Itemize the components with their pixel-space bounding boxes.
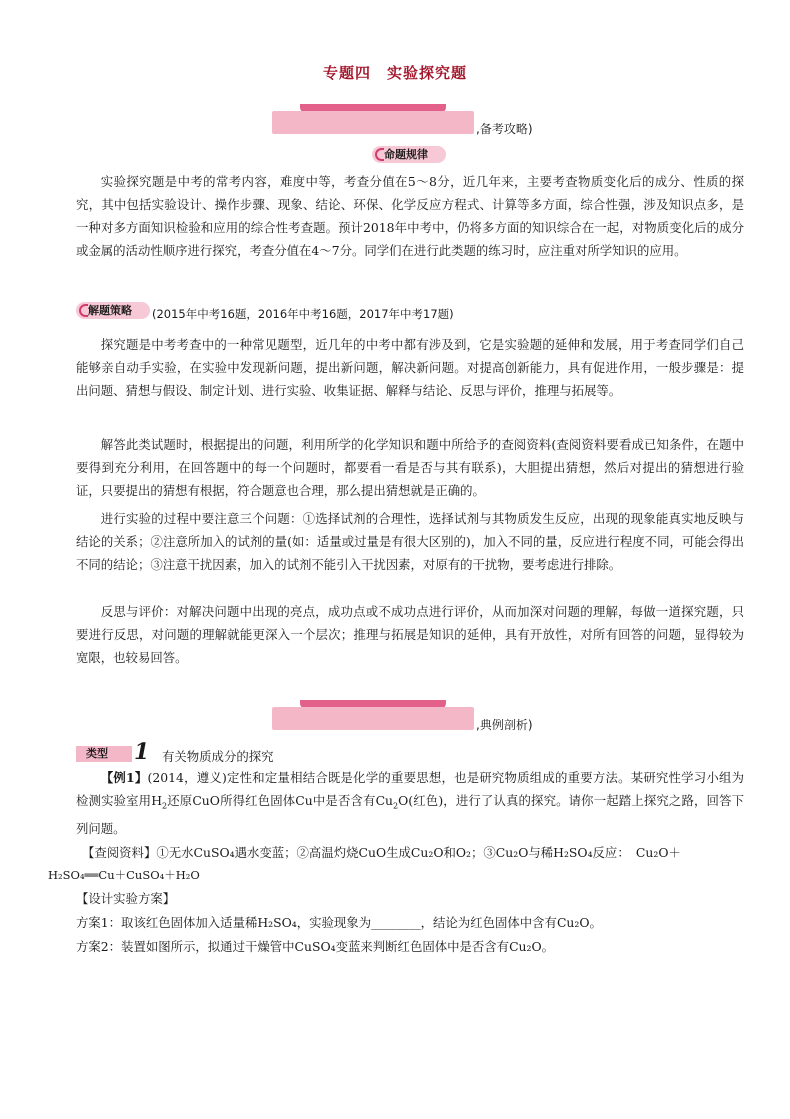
example-label: 【例1】 [100,770,148,785]
example-paragraph: 【例1】(2014，遵义)定性和定量相结合既是化学的重要思想，也是研究物质组成的重要方法。某研究性学习小组为检测实验室用$H_2$还原CuO所得红色固体Cu中是否含有$Cu_2O$(红色)，进行了认真的探究。请你一起踏上探究之路，回答下列问题。 [76,770,745,837]
strategy-paragraph-2: 解答此类试题时，根据提出的问题，利用所学的化学知识和题中所给予的查阅资料(查阅资料要看成已知条件，在题中要得到充分利用，在回答题中的每一个问题时，都要看一看是否与其有联系)，大胆提出猜想，然后对提出的猜想进行验证，只要提出的猜想有根据，符合题意也合理，那么提出猜想就是正确的。 [76,437,744,498]
rule-paragraph: 实验探究题是中考的常考内容，难度中等，考查分值在5～8分，近几年来，主要考查物质变化后的成分、性质的探究，其中包括实验设计、操作步骤、现象、结论、环保、化学反应方程式、计算等多方面，综合性强，涉及知识点多，是一种对多方面知识检验和应用的综合性考查题。预计2018年中考中，仍将多方面的知识综合在一起，对物质变化后的成分或金属的活动性顺序进行探究，考查分值在4～7分。同学们在进行此类题的练习时，应注重对所学知识的应用。 [76,174,744,258]
strategy-paragraph-4: 反思与评价：对解决问题中出现的亮点，成功点或不成功点进行评价，从而加深对问题的理解，每做一道探究题，只要进行反思，对问题的理解就能更深入一个层次；推理与拓展是知识的延伸，具有开放性，对所有回答的问题，显得较为宽限，也较易回答。 [76,604,744,665]
rule-heading-label: 命题规律 [384,148,428,161]
example-source: (2014，遵义) [147,770,227,785]
strategy-heading-label: 解题策略 [88,304,132,317]
reference-label: 【查阅资料】 [82,845,157,860]
reference-line [82,843,681,863]
design-label: 【设计实验方案】 [76,891,176,906]
strategy-paragraph-3: 进行实验的过程中要注意三个问题：①选择试剂的合理性，选择试剂与其物质发生反应，出现的现象能真实地反映与结论的关系；②注意所加入的试剂的量(如：适量或过量是有很大区别的)，加入不同的量，反应进行程度不同，可能会得出不同的结论；③注意干扰因素，加入的试剂不能引入干扰因素，对原有的干扰物，要考虑进行排除。 [76,511,744,572]
reference-text: ①无水CuSO₄遇水变蓝；②高温灼烧CuO生成Cu₂O和O₂；③Cu₂O与稀H₂SO₄反应： Cu₂O＋ [156,845,681,860]
strategy-heading [76,302,150,319]
banner-suffix: ,备考攻略) [476,122,533,136]
example-text-a: 定性和定量相结合既是化学的重要思想，也是研究物质组成的重要方法。某研究性学习小组为检测实验室用H [76,770,745,808]
section-banner [272,104,474,134]
section-banner [272,700,474,730]
page-title: 专题四 实验探究题 [322,64,467,82]
example-text-b: 还原CuO所得红色固体Cu中是否含有Cu [167,793,394,808]
type-title: 有关物质成分的探究 [162,749,274,764]
plan-1: 方案1：取该红色固体加入适量稀H₂SO₄，实验现象为________，结论为红色固体中含有Cu₂O。 [76,915,602,930]
banner-suffix: ,典例剖析) [476,718,533,732]
reference-equation: H₂SO₄══Cu＋CuSO₄＋H₂O [48,868,200,882]
banner-body [272,707,474,730]
plan-2: 方案2：装置如图所示，拟通过干燥管中CuSO₄变蓝来判断红色固体中是否含有Cu₂O。 [76,939,555,954]
banner-body [272,111,474,134]
example-text-c: O(红色)，进行了认真的探究。请你一起踏上探究之路，回答下列问题。 [76,793,744,837]
strategy-note: (2015年中考16题，2016年中考16题，2017年中考17题) [152,307,454,321]
type-tag: 类型 [76,746,132,762]
hook-icon [79,304,88,317]
type-number: 1 [134,739,150,765]
strategy-paragraph-1: 探究题是中考考查中的一种常见题型，近几年的中考中都有涉及到，它是实验题的延伸和发展，用于考查同学们自己能够亲自动手实验，在实验中发现新问题，提出新问题，解决新问题。对提高创新能力，具有促进作用，一般步骤是：提出问题、猜想与假设、制定计划、进行实验、收集证据、解释与结论、反思与评价，推理与拓展等。 [76,337,744,398]
rule-heading [372,146,446,163]
hook-icon [375,148,384,161]
